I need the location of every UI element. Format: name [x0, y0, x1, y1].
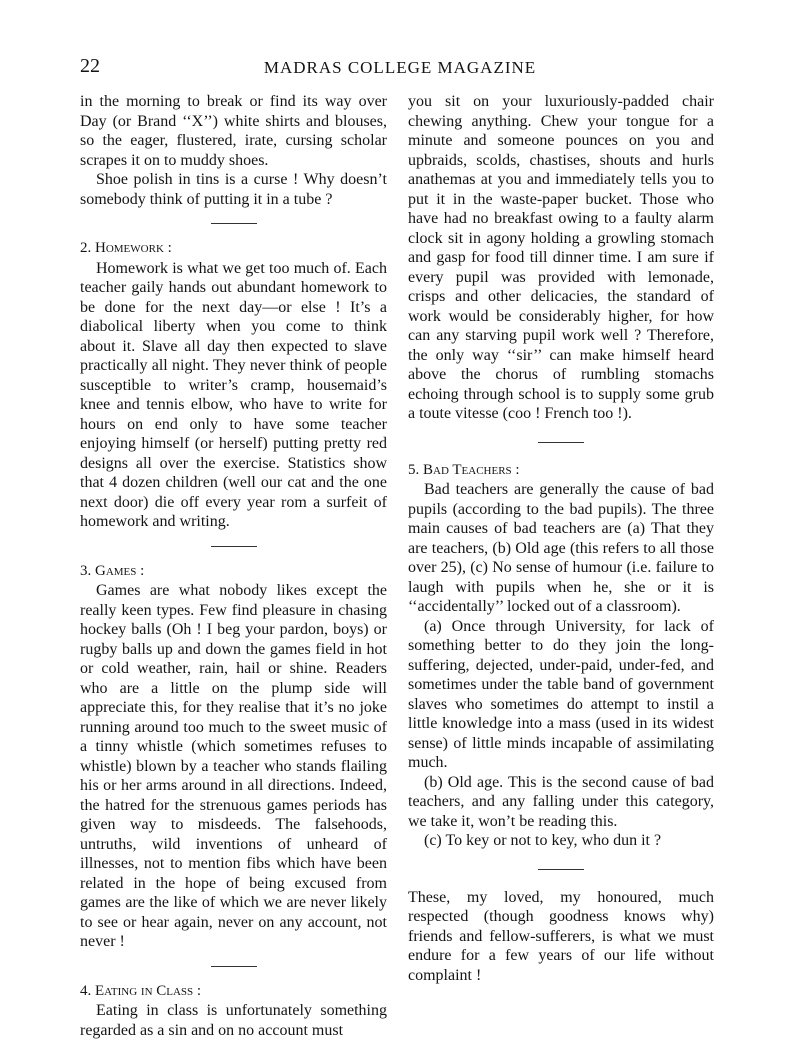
heading-number: 2. [80, 240, 92, 256]
section-heading-bad-teachers [408, 461, 714, 481]
intro-paragraph-2: Shoe polish in tins is a curse ! Why doesn’t somebody think of putting it in a tube ? [80, 171, 387, 208]
section-divider [211, 966, 257, 967]
section-heading-eating [80, 982, 387, 1002]
bad-teachers-point-c: (c) To key or not to key, who dun it ? [424, 832, 662, 849]
heading-number: 5. [408, 461, 420, 478]
eating-body: Eating in class is unfortunately something regarded as a sin and on no account must [80, 1002, 387, 1039]
bad-teachers-point-b: (b) Old age. This is the second cause of bad teachers, and any falling under this category, we take it, won’t be reading this. [408, 773, 714, 830]
heading-number: 3. [80, 562, 92, 579]
section-divider [211, 223, 257, 224]
games-body: Games are what nobody likes except the really keen types. Few find pleasure in chasing hockey balls (Oh ! I beg your pardon, boys) or rugby balls up and down the games field in hot or cold weather, rain, hail or shine. Readers who are a little on the plump side will appreciate this, for they realise that it’s no joke running around too much to the sweet music of a tinny whistle (which sometimes refuses to whistle) blown by a teacher who stands flailing his or her arms around in all directions. Indeed, the hatred for the strenuous games periods has given way to misdeeds. The falsehoods, untruths, wild inventions of unheard of illnesses, not to mention fibs which have been related in the hope of being excused from games are the like of which we are never likely to see or hear again, never on any account, not never ! [80, 582, 387, 950]
eating-body-continued: you sit on your luxuriously-padded chair chewing anything. Chew your tongue for a minute and someone pounces on you and upbraids, scolds, chastises, shouts and hurls anathemas at you and immediately tells you to put it in the waste-paper bucket. Those who have had no breakfast owing to a faulty alarm clock sit in agony holding a growling stomach and gasp for food till dinner time. I am sure if every pupil was provided with lemonade, crisps and other delicacies, the standard of work would be considerably higher, for how can any starving pupil work well ? Therefore, the only way ‘‘sir’’ can make himself heard above the chorus of rumbling stomachs echoing through school is to supply some grub a toute vitesse (coo ! French too !). [408, 93, 714, 422]
homework-body: Homework is what we get too much of. Each teacher gaily hands out abundant homework to be done for the next day—or else ! It’s a diabolical liberty when you come to think about it. Slave all day then expected to slave practically all night. They never think of people susceptible to writer’s cramp, housemaid’s knee and tennis elbow, who have to write for hours on end only to have some teacher enjoying himself (or herself) putting pretty red designs all over the exercise. Statistics show that 4 dozen children (well our cat and the one next door) die off every year rom a surfeit of homework and writing. [80, 259, 387, 530]
heading-colon: : [511, 461, 520, 478]
heading-title: Homework [95, 240, 164, 256]
section-divider [538, 869, 584, 870]
heading-title: Eating in Class [95, 982, 194, 999]
section-heading-homework [80, 239, 387, 259]
left-column [80, 92, 387, 1040]
heading-colon: : [163, 240, 172, 256]
section-heading-games [80, 562, 387, 582]
heading-colon: : [193, 982, 202, 999]
bad-teachers-point-a: (a) Once through University, for lack of something better to do they join the long-suffering, dejected, under-paid, under-fed, and sometimes under the table band of government slaves who sometimes do attempt to instil a little knowledge into a mass (used in its widest sense) of little minds incapable of assimilating much. [408, 617, 714, 771]
closing-paragraph: These, my loved, my honoured, much respected (though goodness knows why) friends and fellow-sufferers, is what we must endure for a few years of our life without complaint ! [408, 888, 714, 984]
running-title: MADRAS COLLEGE MAGAZINE [263, 58, 537, 77]
page-number: 22 [80, 55, 100, 77]
section-divider [211, 546, 257, 547]
heading-colon: : [136, 562, 145, 579]
bad-teachers-intro: Bad teachers are generally the cause of bad pupils (according to the bad pupils). The three main causes of bad teachers are (a) That they are teachers, (b) Old age (this refers to all those over 25), (c) No sense of humour (i.e. failure to laugh with pupils when he, she or it is ‘‘accidentally’’ locked out of a classroom). [408, 481, 714, 615]
heading-title: Games [95, 562, 137, 579]
section-divider [538, 442, 584, 443]
heading-number: 4. [80, 982, 92, 999]
right-column [408, 92, 714, 985]
heading-title: Bad Teachers [423, 461, 512, 478]
intro-paragraph-1: in the morning to break or find its way over Day (or Brand ‘‘X’’) white shirts and blouses, so the eager, flustered, irate, cursing scholar scrapes it on to muddy shoes. [80, 93, 387, 169]
